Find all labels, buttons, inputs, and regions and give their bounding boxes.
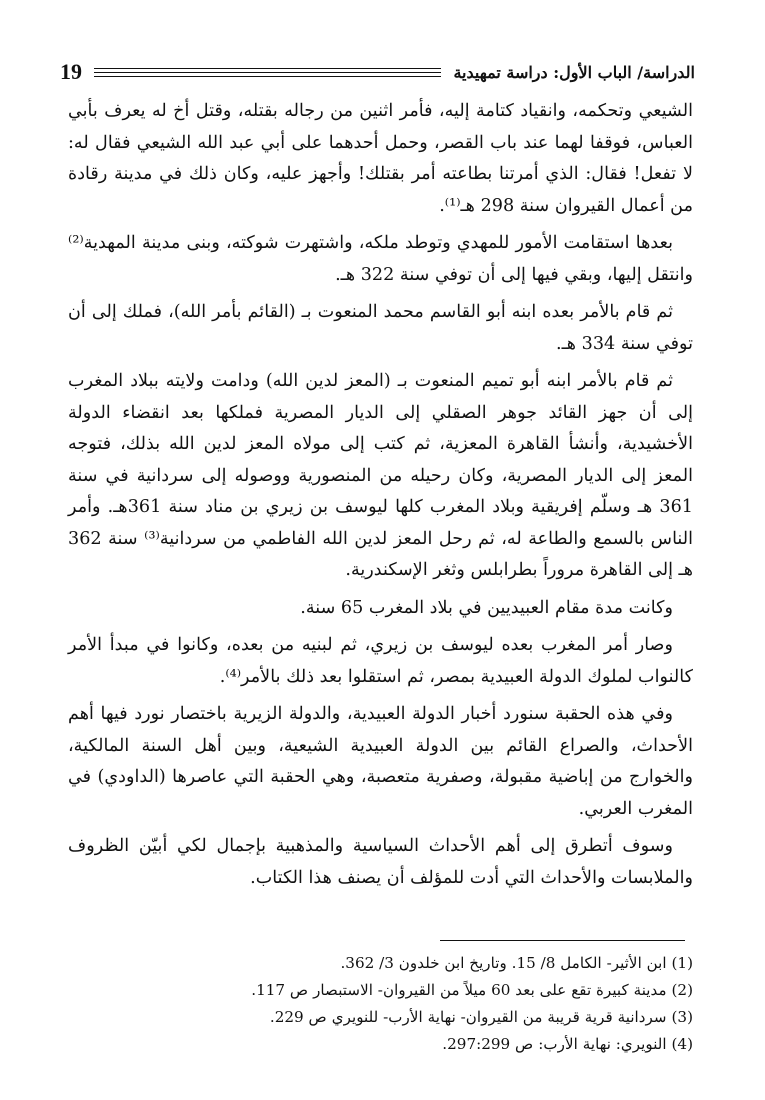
paragraph: وفي هذه الحقبة سنورد أخبار الدولة العبيدية، والدولة الزيرية باختصار نورد فيها أهم الأحداث، والصراع القائم بين الدولة العبيدية الشيعية، وبين أهل السنة المالكية، والخوارج من إباضية مقبولة، وصفرية متعصبة، وهي الحقبة التي عاصرها (الداودي) في المغرب العربي. xyxy=(68,704,693,819)
paragraph: وسوف أتطرق إلى أهم الأحداث السياسية والمذهبية بإجمال لكي أبيّن الظروف والملابسات والأحداث التي أدت للمؤلف أن يصنف هذا الكتاب. xyxy=(68,836,693,888)
paragraph: وصار أمر المغرب بعده ليوسف بن زيري، ثم لبنيه من بعده، وكانوا في مبدأ الأمر كالنواب لملوك الدولة العبيدية بمصر، ثم استقلوا بعد ذلك بالأمر⁽⁴⁾. xyxy=(68,635,693,687)
footnote: (4) النويري: نهاية الأرب: ص 297:299. xyxy=(442,1035,693,1053)
paragraph: ثم قام بالأمر بعده ابنه أبو القاسم محمد المنعوت بـ (القائم بأمر الله)، فملك إلى أن توفي سنة 334 هـ. xyxy=(68,302,693,354)
footnote: (2) مدينة كبيرة تقع على بعد 60 ميلاً من القيروان- الاستبصار ص 117. xyxy=(251,981,693,999)
header-rule xyxy=(94,66,441,78)
footnote: (1) ابن الأثير- الكامل 8/ 15. وتاريخ ابن خلدون 3/ 362. xyxy=(340,954,693,972)
body-text xyxy=(68,96,693,900)
footnote-separator xyxy=(440,940,685,941)
paragraph: ثم قام بالأمر ابنه أبو تميم المنعوت بـ (المعز لدين الله) ودامت ولايته ببلاد المغرب إلى أن جهز القائد جوهر الصقلي إلى الديار المصرية فملكها بعد انقضاء الدولة الأخشيدية، وأنشأ القاهرة المعزية، ثم كتب إلى مولاه المعز لدين الله بذلك، فتوجه المعز إلى الديار المصرية، وكان رحيله من المنصورية ووصوله إلى سردانية في سنة 361 هـ وسلّم إفريقية وبلاد المغرب كلها ليوسف بن زيري بن مناد سنة 361هـ. وأمر الناس بالسمع والطاعة له، ثم رحل المعز لدين الله الفاطمي من سردانية⁽³⁾ سنة 362 هـ إلى القاهرة مروراً بطرابلس وثغر الإسكندرية. xyxy=(68,371,693,580)
paragraph: بعدها استقامت الأمور للمهدي وتوطد ملكه، واشتهرت شوكته، وبنى مدينة المهدية⁽²⁾ وانتقل إليها، وبقي فيها إلى أن توفي سنة 322 هـ. xyxy=(68,233,693,285)
page-number: 19 xyxy=(60,59,82,84)
paragraph: الشيعي وتحكمه، وانقياد كتامة إليه، فأمر اثنين من رجاله بقتله، وقتل أخ له يعرف بأبي العباس، فوقفا لهما عند باب القصر، وحمل أحدهما على أبي عبد الله الشيعي فقال له: لا تفعل! فقال: الذي أمرتنا بطاعته أمر بقتلك! وأجهز عليه، وكان ذلك في مدينة رقادة من أعمال القيروان سنة 298 هـ⁽¹⁾. xyxy=(68,101,693,216)
footnote: (3) سردانية قرية قريبة من القيروان- نهاية الأرب- للنويري ص 229. xyxy=(269,1008,693,1026)
running-title: الدراسة/ الباب الأول: دراسة تمهيدية xyxy=(453,62,695,82)
footnotes xyxy=(68,950,693,1058)
paragraph: وكانت مدة مقام العبيديين في بلاد المغرب 65 سنة. xyxy=(300,597,673,618)
page-header xyxy=(60,52,695,92)
